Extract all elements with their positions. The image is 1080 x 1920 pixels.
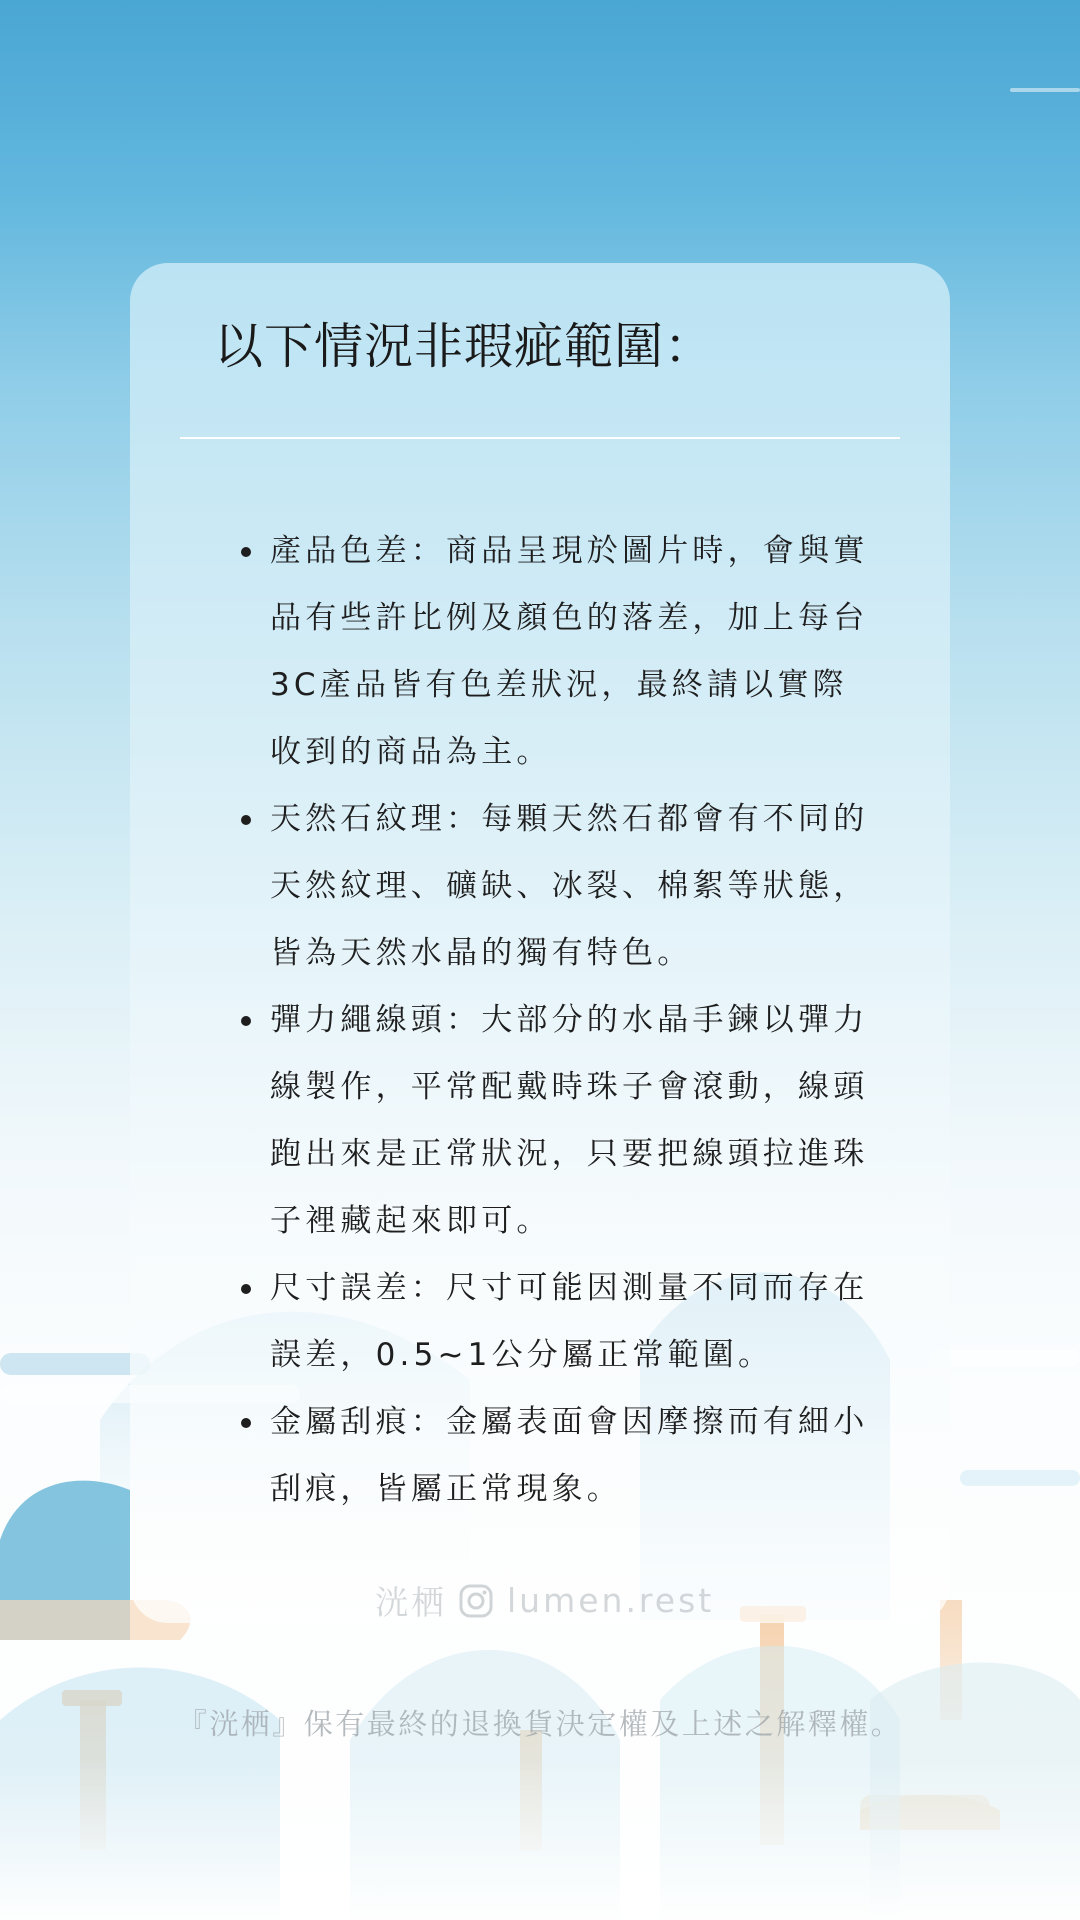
card-title: 以下情況非瑕疵範圍：: [214, 318, 715, 375]
list-item: [270, 786, 880, 987]
list-item: [270, 518, 880, 786]
title-divider: [180, 437, 900, 439]
rule-text: 彈力繩線頭：大部分的水晶手鍊以彈力線製作，平常配戴時珠子會滾動，線頭跑出來是正常狀況，只要把線頭拉進珠子裡藏起來即可。: [270, 1002, 869, 1239]
bullet-dot: [241, 547, 251, 557]
bullet-dot: [241, 1016, 251, 1026]
cloud-band: [960, 1470, 1080, 1486]
notice-card: [130, 263, 950, 1623]
rules-list: [270, 518, 880, 1523]
rule-text: 天然石紋理：每顆天然石都會有不同的天然紋理、礦缺、冰裂、棉絮等狀態，皆為天然水晶的獨有特色。: [270, 801, 869, 971]
list-item: [270, 1389, 880, 1523]
sky-streak: [1010, 88, 1080, 92]
bullet-dot: [241, 1418, 251, 1428]
instagram-icon: [459, 1584, 493, 1618]
footer-disclaimer: 『洸栖』保有最終的退換貨決定權及上述之解釋權。: [177, 1707, 903, 1741]
bullet-dot: [241, 1284, 251, 1294]
list-item: [270, 1255, 880, 1389]
list-item: [270, 987, 880, 1255]
bottom-fade: [0, 1760, 1080, 1920]
brand-watermark: [375, 1577, 714, 1624]
rule-text: 金屬刮痕：金屬表面會因摩擦而有細小刮痕，皆屬正常現象。: [270, 1404, 869, 1507]
bullet-dot: [241, 815, 251, 825]
cloud-band: [0, 1353, 150, 1375]
rule-text: 尺寸誤差：尺寸可能因測量不同而存在誤差，0.5~1公分屬正常範圍。: [270, 1270, 869, 1373]
rule-text: 產品色差：商品呈現於圖片時，會與實品有些許比例及顏色的落差，加上每台3C產品皆有色差狀況，最終請以實際收到的商品為主。: [270, 533, 869, 770]
cloud-band: [930, 1350, 1080, 1366]
instagram-handle: lumen.rest: [507, 1581, 715, 1620]
brand-name: 洸栖: [375, 1583, 447, 1622]
